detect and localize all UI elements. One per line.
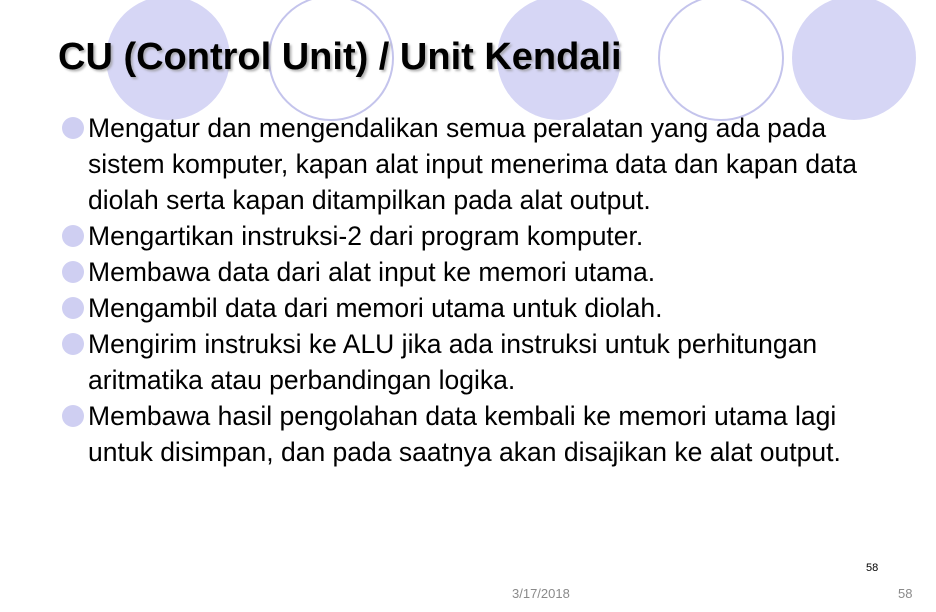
bullet-icon	[62, 117, 84, 139]
footer-page-number: 58	[898, 586, 913, 601]
bullet-item	[60, 254, 860, 290]
bullet-icon	[62, 261, 84, 283]
bullet-text: Mengirim instruksi ke ALU jika ada instruksi untuk perhitungan aritmatika atau perbandingan logika.	[88, 329, 818, 395]
bullet-text: Mengambil data dari memori utama untuk diolah.	[88, 293, 663, 323]
bullet-item	[60, 326, 860, 398]
bullet-text: Mengatur dan mengendalikan semua peralatan yang ada pada sistem komputer, kapan alat input menerima data dan kapan data diolah serta kapan ditampilkan pada alat output.	[88, 113, 857, 215]
bullet-list	[60, 110, 860, 470]
background-circle	[659, 0, 783, 120]
bullet-item	[60, 398, 860, 470]
bullet-item	[60, 290, 860, 326]
bullet-item	[60, 110, 860, 218]
bullet-text: Membawa data dari alat input ke memori utama.	[88, 257, 656, 287]
slide-title: CU (Control Unit) / Unit Kendali	[58, 36, 622, 78]
bullet-icon	[62, 333, 84, 355]
bullet-icon	[62, 297, 84, 319]
bullet-icon	[62, 405, 84, 427]
bullet-text: Mengartikan instruksi-2 dari program komputer.	[88, 221, 644, 251]
bullet-text: Membawa hasil pengolahan data kembali ke memori utama lagi untuk disimpan, dan pada saatnya akan disajikan ke alat output.	[88, 401, 841, 467]
bullet-item	[60, 218, 860, 254]
footer-date: 3/17/2018	[512, 586, 570, 601]
background-circle	[792, 0, 916, 120]
bullet-icon	[62, 225, 84, 247]
slide-number: 58	[866, 562, 879, 574]
